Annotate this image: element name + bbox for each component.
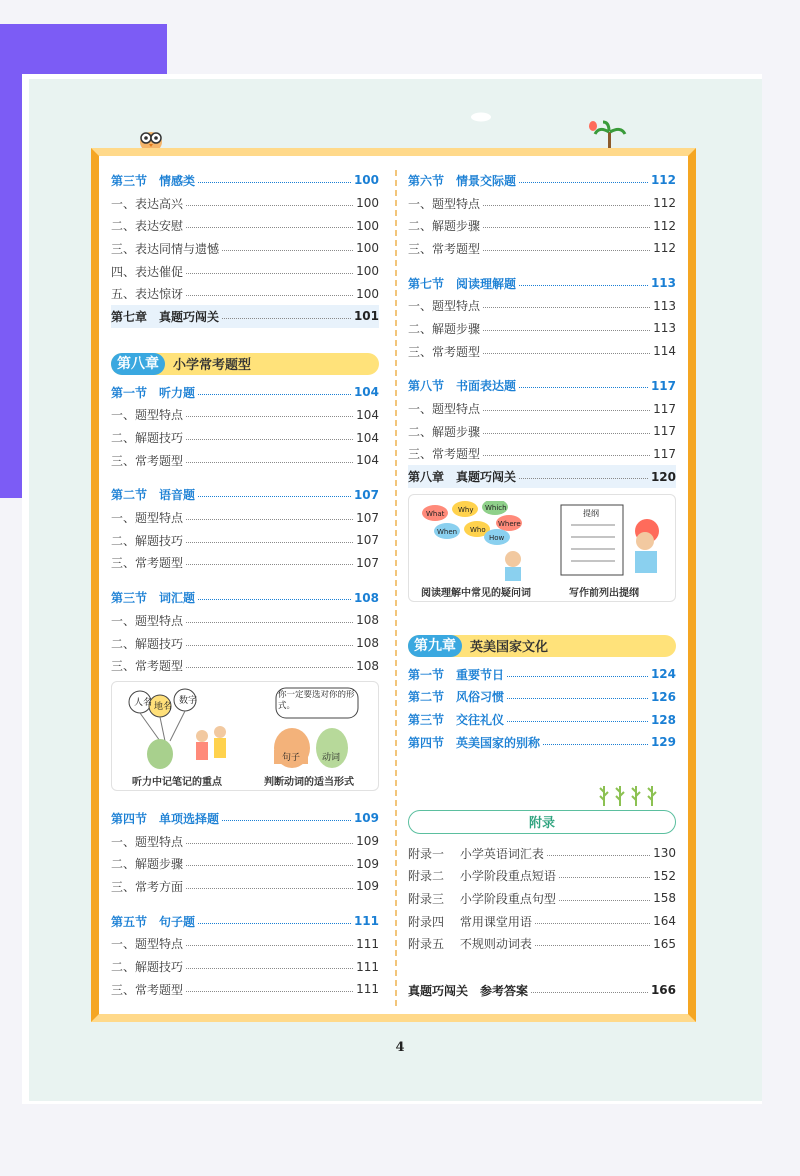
question-word: How bbox=[489, 533, 505, 542]
illustration-caption: 判断动词的适当形式 bbox=[264, 777, 354, 789]
appendix-title: 附录 bbox=[408, 810, 676, 834]
toc-section-row[interactable]: 第三节 交往礼仪 128 bbox=[408, 712, 676, 728]
question-word: Which bbox=[485, 503, 507, 512]
left-block-4 bbox=[111, 586, 379, 677]
toc-item-row[interactable]: 五、表达惊讶 100 bbox=[111, 286, 379, 302]
toc-item-row[interactable]: 三、常考题型 104 bbox=[111, 453, 379, 468]
left-block-1 bbox=[111, 169, 379, 328]
toc-item-row[interactable]: 一、题型特点 104 bbox=[111, 407, 379, 423]
toc-section-row[interactable]: 第二节 语音题 107 bbox=[111, 487, 379, 503]
note-taking-balloons-illustration bbox=[120, 686, 238, 770]
chapter-number: 第八章 bbox=[111, 353, 165, 375]
question-word: When bbox=[437, 527, 458, 536]
toc-appendix-row[interactable]: 附录二 小学阶段重点短语 152 bbox=[408, 868, 676, 884]
toc-section-row[interactable]: 第七节 阅读理解题 113 bbox=[408, 276, 676, 291]
toc-item-row[interactable]: 一、题型特点 109 bbox=[111, 834, 379, 849]
cloud-icon bbox=[470, 110, 492, 122]
toc-section-row[interactable]: 第一节 听力题 104 bbox=[111, 385, 379, 400]
toc-item-row[interactable]: 一、题型特点 113 bbox=[408, 298, 676, 314]
toc-item-row[interactable]: 二、解题技巧 104 bbox=[111, 430, 379, 446]
question-words-illustration bbox=[417, 501, 537, 583]
right-column bbox=[408, 169, 676, 1002]
toc-item-row[interactable]: 二、解题步骤 112 bbox=[408, 218, 676, 234]
toc-section-row[interactable]: 第一节 重要节日 124 bbox=[408, 667, 676, 682]
toc-item-row[interactable]: 一、题型特点 108 bbox=[111, 613, 379, 628]
bubble-text: 人名 bbox=[134, 698, 153, 709]
right-block-3 bbox=[408, 375, 676, 488]
toc-item-row[interactable]: 三、常考题型 114 bbox=[408, 344, 676, 359]
left-block-2 bbox=[111, 381, 379, 472]
note-title-text: 提纲 bbox=[583, 508, 599, 518]
toc-appendix-row[interactable]: 附录三 小学阶段重点句型 158 bbox=[408, 891, 676, 906]
toc-section-row[interactable]: 第三节 词汇题 108 bbox=[111, 590, 379, 606]
question-word: Why bbox=[458, 505, 474, 514]
toc-appendix-row[interactable]: 附录四 常用课堂用语 164 bbox=[408, 914, 676, 929]
toc-item-row[interactable]: 一、题型特点 117 bbox=[408, 401, 676, 417]
purple-tab-top bbox=[0, 24, 167, 74]
toc-item-row[interactable]: 三、常考题型 108 bbox=[111, 658, 379, 674]
right-block-4 bbox=[408, 663, 676, 754]
bubble-text: 地名 bbox=[154, 702, 173, 713]
column-divider bbox=[395, 170, 397, 1006]
page-number: 4 bbox=[395, 1040, 405, 1055]
toc-item-row[interactable]: 一、题型特点 107 bbox=[111, 510, 379, 526]
right-illustration-panel bbox=[408, 494, 676, 602]
toc-item-row[interactable]: 二、解题步骤 117 bbox=[408, 424, 676, 439]
toc-item-row[interactable]: 三、表达同情与遗憾 100 bbox=[111, 241, 379, 256]
toc-answers-row[interactable]: 真题巧闯关 参考答案 166 bbox=[408, 983, 676, 998]
right-block-1 bbox=[408, 169, 676, 260]
question-word: Who bbox=[470, 525, 486, 534]
chapter-title: 英美国家文化 bbox=[470, 640, 549, 656]
toc-item-row[interactable]: 三、常考题型 107 bbox=[111, 555, 379, 571]
left-column bbox=[111, 169, 379, 1001]
toc-item-row[interactable]: 二、解题技巧 108 bbox=[111, 636, 379, 651]
toc-appendix-row[interactable]: 附录一 小学英语词汇表 130 bbox=[408, 846, 676, 861]
question-word: Where bbox=[498, 519, 521, 528]
chapter-title: 小学常考题型 bbox=[173, 358, 252, 374]
appendix-list bbox=[408, 842, 676, 955]
chapter-8-banner bbox=[111, 353, 379, 375]
question-word: What bbox=[426, 509, 445, 518]
toc-appendix-row[interactable]: 附录五 不规则动词表 165 bbox=[408, 936, 676, 952]
toc-quiz-row[interactable]: 第七章 真题巧闯关 101 bbox=[111, 305, 379, 328]
toc-section-row[interactable]: 第二节 风俗习惯 126 bbox=[408, 689, 676, 705]
grass-decoration-icon bbox=[598, 782, 662, 806]
right-block-2 bbox=[408, 272, 676, 363]
toc-section-row[interactable]: 第四节 英美国家的别称 129 bbox=[408, 735, 676, 750]
illustration-caption: 听力中记笔记的重点 bbox=[132, 777, 222, 789]
toc-item-row[interactable]: 三、常考题型 117 bbox=[408, 446, 676, 462]
chapter-number: 第九章 bbox=[408, 635, 462, 657]
left-block-6 bbox=[111, 910, 379, 1001]
toc-item-row[interactable]: 四、表达催促 100 bbox=[111, 264, 379, 279]
toc-section-row[interactable]: 第四节 单项选择题 109 bbox=[111, 811, 379, 826]
speech-bubble-text: 你一定要选对你的形式。 bbox=[278, 690, 355, 712]
left-illustration-panel bbox=[111, 681, 379, 791]
toc-item-row[interactable]: 二、解题步骤 109 bbox=[111, 856, 379, 872]
toc-section-row[interactable]: 第八节 书面表达题 117 bbox=[408, 378, 676, 394]
toc-item-row[interactable]: 二、表达安慰 100 bbox=[111, 218, 379, 234]
left-block-3 bbox=[111, 484, 379, 575]
toc-item-row[interactable]: 二、解题技巧 111 bbox=[111, 959, 379, 975]
illustration-caption: 写作前列出提纲 bbox=[569, 587, 639, 599]
tag-text: 句子 bbox=[282, 753, 301, 764]
verb-form-illustration bbox=[252, 686, 370, 770]
toc-section-row[interactable]: 第三节 情感类 100 bbox=[111, 173, 379, 188]
tag-text: 动词 bbox=[322, 753, 341, 764]
toc-item-row[interactable]: 三、常考方面 109 bbox=[111, 879, 379, 894]
toc-item-row[interactable]: 三、常考题型 111 bbox=[111, 982, 379, 997]
toc-item-row[interactable]: 二、解题技巧 107 bbox=[111, 533, 379, 548]
toc-section-row[interactable]: 第六节 情景交际题 112 bbox=[408, 173, 676, 188]
purple-tab-side bbox=[0, 74, 22, 498]
illustration-caption: 阅读理解中常见的疑问词 bbox=[421, 587, 531, 599]
toc-item-row[interactable]: 一、题型特点 111 bbox=[111, 936, 379, 952]
bubble-text: 数字 bbox=[179, 696, 198, 707]
toc-quiz-row[interactable]: 第八章 真题巧闯关 120 bbox=[408, 465, 676, 488]
toc-item-row[interactable]: 一、题型特点 112 bbox=[408, 196, 676, 211]
toc-item-row[interactable]: 三、常考题型 112 bbox=[408, 241, 676, 256]
toc-section-row[interactable]: 第五节 句子题 111 bbox=[111, 914, 379, 929]
toc-item-row[interactable]: 二、解题步骤 113 bbox=[408, 321, 676, 336]
toc-item-row[interactable]: 一、表达高兴 100 bbox=[111, 196, 379, 211]
chapter-9-banner bbox=[408, 635, 676, 657]
writing-outline-illustration bbox=[555, 501, 675, 583]
left-block-5 bbox=[111, 807, 379, 898]
